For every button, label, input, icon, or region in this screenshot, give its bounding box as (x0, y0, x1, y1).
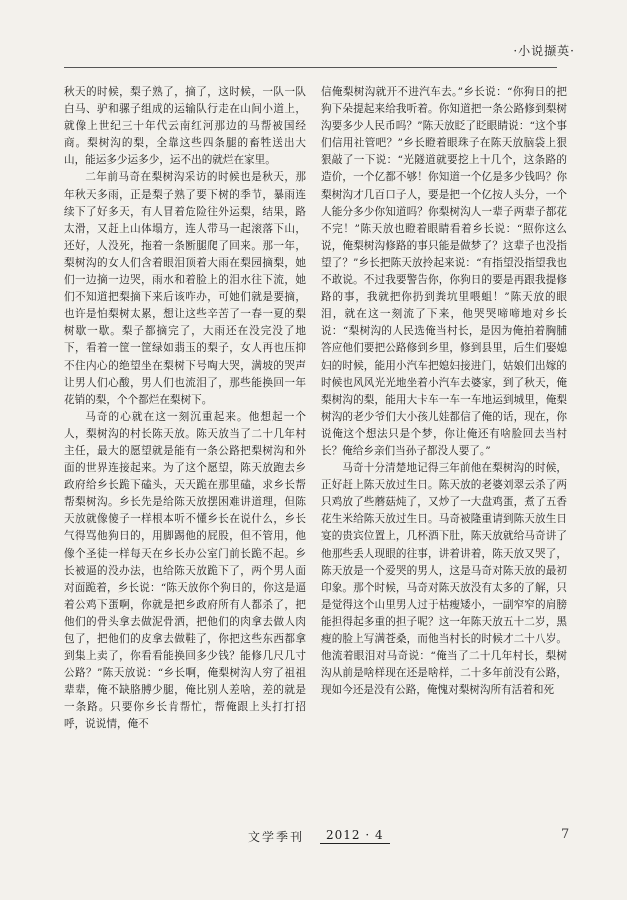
right-column (321, 84, 567, 699)
right-paragraph-2: 马奇十分清楚地记得三年前他在梨树沟的时候，正好赶上陈天放过生日。陈天放的老婆刘翠云杀了两只鸡放了些蘑菇炖了，又炒了一大盘鸡蛋，煮了五香花生米给陈天放过生日。马奇被隆重请到陈天放生日宴的贵宾位置上，几杯酒下肚，陈天放就给马奇讲了他那些丢人现眼的往事，讲着讲着，陈天放又哭了，陈天放是一个爱哭的男人，这是马奇对陈天放的最初印象。那个时候，马奇对陈天放没有太多的了解，只是觉得这个山里男人过于枯瘦矮小，一副窄窄的肩膀能担得起多重的担子呢？这一年陈天放五十二岁，黑瘦的脸上写满苍桑，而他当村长的时候才二十八岁。他流着眼泪对马奇说：“俺当了二十几年村长，梨树沟从前是啥样现在还是啥样，二十多年前没有公路，现如今还是没有公路，俺愧对梨树沟所有活着和死 (321, 462, 567, 697)
journal-name: 文学季刊 (248, 830, 305, 844)
issue-number: 2012 · 4 (320, 828, 390, 844)
page-number: 7 (561, 827, 570, 842)
left-paragraph-2: 二年前马奇在梨树沟采访的时候也是秋天，那年秋天多雨，正是梨子熟了要下树的季节，暴雨连续下了好多天，有人冒着危险往外运梨，结果，路太滑，又赶上山体塌方，连人带马一起滚落下山，还好，人没死，拖着一条断腿爬了回来。那一年，梨树沟的女人们含着眼泪顶着大雨在梨园摘梨，她们一边摘一边哭，雨水和着脸上的泪水往下流，她们不知道把梨摘下来后该咋办，可她们就是要摘，也许是怕梨树太累，想让这些辛苦了一春一夏的梨树歇一歇。梨子都摘完了，大雨还在没完没了地下，看着一筐一筐绿如翡玉的梨子，女人再也压抑不住内心的绝望坐在梨树下号啕大哭，满坡的哭声让男人们心酸，男人们也流泪了，那些能换回一年花销的梨，个个都烂在梨树下。 (64, 171, 306, 406)
section-label: ·小说撷英· (513, 44, 575, 58)
header-rule (64, 67, 557, 68)
left-column (64, 84, 306, 734)
left-paragraph-3: 马奇的心就在这一刻沉重起来。他想起一个人，梨树沟的村长陈天放。陈天放当了二十几年村主任，最大的愿望就是能有一条公路把梨树沟和外面的世界连接起来。为了这个愿望，陈天放跑去乡政府给乡长跪下磕头，天天跪在那里磕，求乡长帮帮梨树沟。乡长先是给陈天放摆困难讲道理，但陈天放就像傻子一样根本听不懂乡长在说什么，乡长气得骂他狗日的，用脚踢他的屁股，但不管用，他像个圣徒一样每天在乡长办公室门前长跪不起。乡长被逼的没办法，也给陈天放跪下了，两个男人面对面跪着，乡长说：“陈天放你个狗日的，你这是逼着公鸡下蛋啊，你就是把乡政府所有人都杀了，把他们的骨头拿去做泥骨洒，把他们的肉拿去做人肉包了，把他们的皮拿去做鞋了，你把这些东西都拿到集上卖了，你看看能换回多少钱？能修几尺几寸公路？”陈天放说：“乡长啊，俺梨树沟人穷了祖祖辈辈，俺不缺胳膊少腿，俺比别人差啥，差的就是一条路。只要你乡长肯帮忙，帮俺跟上头打打招呼，说说情，俺不 (64, 410, 306, 731)
right-paragraph-1: 信俺梨树沟就开不进汽车去。”乡长说：“你狗日的把狗下朵提起来给我听着。你知道把一条公路修到梨树沟要多少人民币吗？”陈天放眨了眨眼睛说：“这个事们信用社管吧？”乡长瞪着眼珠子在陈天放脑袋上狠狠敲了一下说：“光隧道就要挖上十几个，这条路的造价，一个亿都不够！你知道一个亿是多少钱吗？你梨树沟才几百口子人，要是把一个亿按人头分，一个人能分多少你知道吗？你梨树沟人一辈子两辈子都花不完！”陈天放也瞪着眼睛看着乡长说：“照你这么说，俺梨树沟修路的事只能是做梦了？这辈子也没指望了？”乡长把陈天放拎起来说：“有指望没指望我也不敢说。不过我要警告你，你狗日的要是再跟我提修路的事，我就把你扔到粪坑里喂蛆！”陈天放的眼泪，就在这一刻流了下来，他哭哭啼啼地对乡长说：“梨树沟的人民选俺当村长，是因为俺拍着胸脯答应他们要把公路修到乡里，修到县里，后生们娶媳妇的时候，能用小汽车把媳妇接进门，姑娘们出嫁的时候也风风光光地坐着小汽车去婆家，到了秋天，俺梨树沟的梨，能用大卡车一车一车地运到城里，俺梨树沟的老少爷们大小孩儿娃都信了俺的话，现在，你说俺这个想法只是个梦，你让俺还有啥脸回去当村长？俺给乡亲们当孙子都没人要了。” (321, 86, 567, 457)
page-footer (0, 828, 627, 848)
left-paragraph-1: 秋天的时候，梨子熟了，摘了，这时候，一队一队白马、驴和骡子组成的运输队行走在山间小道上，就像上世纪三十年代云南红河那边的马帮被国经商。梨树沟的梨，全靠这些四条腿的畜牲送出大山，能运多少运多少，运不出的就烂在家里。 (64, 86, 306, 167)
